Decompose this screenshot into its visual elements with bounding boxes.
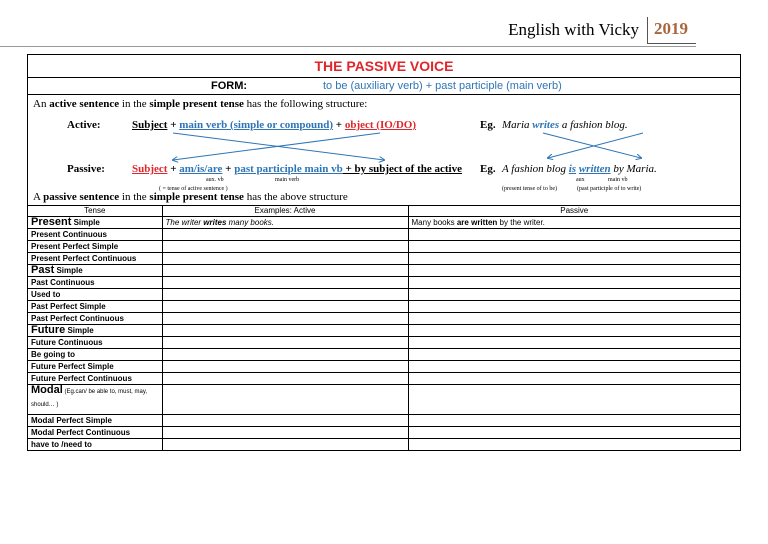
eg-note-participle: (past participle of to write) [577, 186, 642, 192]
note-aux: aux. vb [206, 177, 224, 183]
plus-sign: + [167, 119, 180, 131]
summary-text: A [33, 191, 44, 203]
passive-example-cell [408, 439, 740, 451]
passive-example-cell [408, 361, 740, 373]
tense-name-cell [28, 427, 162, 439]
passive-example-cell [408, 241, 740, 253]
eg-text: by Maria. [610, 163, 657, 175]
year-badge: 2019 [647, 17, 696, 44]
table-row [28, 313, 740, 325]
eg-passive-aux: is [568, 163, 577, 175]
passive-example-cell [408, 385, 740, 415]
table-row [28, 385, 740, 415]
active-example-cell [162, 289, 408, 301]
tense-suffix: (Eg.can/ be able to, must, may, should… ) [31, 389, 148, 408]
column-header-passive: Passive [408, 206, 740, 217]
active-example-cell [162, 229, 408, 241]
summary-line [33, 191, 348, 203]
passive-example-cell [408, 289, 740, 301]
active-example-part: writes [203, 218, 227, 227]
tense-name: Past Perfect Continuous [31, 314, 124, 323]
passive-example-cell [408, 313, 740, 325]
note-tense: ( = tense of active sentence ) [159, 186, 228, 192]
active-example-cell [162, 313, 408, 325]
form-label: FORM: [211, 80, 248, 92]
tense-name-cell [28, 217, 162, 229]
tense-name: Modal [31, 384, 63, 396]
passive-example-cell [408, 217, 740, 229]
eg-active-verb: writes [532, 119, 560, 131]
table-row [28, 277, 740, 289]
active-example-cell [162, 373, 408, 385]
active-example-cell [162, 415, 408, 427]
table-row [28, 337, 740, 349]
intro-bold-tense: simple present tense [149, 98, 244, 110]
tense-name: Be going to [31, 350, 75, 359]
passive-example-cell [408, 277, 740, 289]
tenses-table-body [28, 217, 740, 451]
active-main-verb: main verb (simple or compound) [179, 119, 334, 131]
active-example-cell [162, 349, 408, 361]
table-row [28, 361, 740, 373]
active-example-cell [162, 361, 408, 373]
table-row [28, 439, 740, 451]
plus-sign: + [222, 163, 235, 175]
tense-name-cell [28, 289, 162, 301]
tense-name-cell [28, 349, 162, 361]
brand-name: English with Vicky [508, 20, 639, 39]
passive-example-cell [408, 325, 740, 337]
eg-active-label: Eg. [480, 119, 496, 131]
form-row [28, 78, 740, 95]
passive-aux-verb: am/is/are [179, 163, 223, 175]
active-example-cell [162, 241, 408, 253]
tense-name: Present [31, 216, 72, 228]
tense-name-cell [28, 265, 162, 277]
passive-by-agent: + by subject of the active [342, 163, 462, 175]
eg-passive-participle: written [578, 163, 611, 175]
passive-example-part: Many books [411, 218, 457, 227]
tense-name-cell [28, 301, 162, 313]
passive-example-cell [408, 265, 740, 277]
tense-name: Past Continuous [31, 278, 95, 287]
eg-text: Maria [502, 119, 533, 131]
active-example-cell [162, 277, 408, 289]
active-object: object (IO/DO) [344, 119, 417, 131]
intro-text: has the following structure: [243, 98, 368, 110]
eg-passive-label: Eg. [480, 163, 496, 175]
passive-example-cell [408, 373, 740, 385]
active-label: Active: [67, 119, 101, 131]
tense-name: Modal Perfect Simple [31, 416, 112, 425]
active-example-cell [162, 265, 408, 277]
tense-name: have to /need to [31, 440, 92, 449]
table-row [28, 289, 740, 301]
eg-note-aux: aux [576, 177, 585, 183]
tense-name-cell [28, 313, 162, 325]
tense-name: Present Continuous [31, 230, 108, 239]
active-example-cell [162, 337, 408, 349]
active-example-cell [162, 253, 408, 265]
worksheet [27, 54, 741, 451]
plus-sign: + [333, 119, 345, 131]
tense-name-cell [28, 439, 162, 451]
tense-name: Future [31, 324, 66, 336]
active-example-part: many books. [226, 218, 274, 227]
summary-bold-passive: passive sentence [43, 191, 120, 203]
column-header-tense: Tense [28, 206, 162, 217]
tenses-table [28, 206, 740, 450]
tense-suffix: Simple [65, 326, 94, 335]
table-row [28, 265, 740, 277]
passive-example-cell [408, 337, 740, 349]
passive-example-cell [408, 253, 740, 265]
worksheet-title: THE PASSIVE VOICE [28, 55, 740, 78]
tense-name: Future Perfect Simple [31, 362, 114, 371]
tense-name: Future Continuous [31, 338, 103, 347]
intro-text: An [33, 98, 50, 110]
structure-explanation [28, 95, 740, 206]
table-row [28, 241, 740, 253]
tense-name-cell [28, 361, 162, 373]
eg-passive-sentence [502, 163, 657, 175]
table-row [28, 373, 740, 385]
active-subject: Subject [132, 119, 168, 131]
tense-suffix: Simple [54, 266, 83, 275]
passive-past-participle: past participle main vb [234, 163, 343, 175]
table-row [28, 325, 740, 337]
intro-text: in the [119, 98, 150, 110]
table-row [28, 217, 740, 229]
summary-bold-tense: simple present tense [149, 191, 244, 203]
eg-note-main: main vb [608, 177, 628, 183]
passive-example-cell [408, 229, 740, 241]
tense-name: Present Perfect Continuous [31, 254, 137, 263]
column-header-active: Examples: Active [162, 206, 408, 217]
eg-text: a fashion blog. [559, 119, 628, 131]
summary-text: in the [119, 191, 150, 203]
passive-label: Passive: [67, 163, 105, 175]
header-rule [0, 46, 696, 47]
tense-name: Modal Perfect Continuous [31, 428, 131, 437]
arrow-eg-object [548, 133, 643, 158]
tense-suffix: Simple [71, 218, 100, 227]
eg-text: A fashion blog [502, 163, 569, 175]
active-example-cell [162, 439, 408, 451]
tense-name-cell [28, 337, 162, 349]
tense-name: Present Perfect Simple [31, 242, 119, 251]
tense-name-cell [28, 229, 162, 241]
page-header [508, 14, 696, 46]
tense-name-cell [28, 241, 162, 253]
active-example-part: The writer [165, 218, 204, 227]
passive-example-cell [408, 427, 740, 439]
tense-name: Past Perfect Simple [31, 302, 106, 311]
summary-text: has the above structure [243, 191, 348, 203]
table-row [28, 349, 740, 361]
note-main-verb: main verb [275, 177, 300, 183]
eg-active-sentence [502, 119, 628, 131]
table-row [28, 301, 740, 313]
passive-example-cell [408, 415, 740, 427]
tense-name-cell [28, 253, 162, 265]
tense-name-cell [28, 277, 162, 289]
tense-name-cell [28, 325, 162, 337]
passive-example-part: are written [456, 218, 498, 227]
tense-name-cell [28, 373, 162, 385]
tense-name-cell [28, 415, 162, 427]
passive-example-cell [408, 349, 740, 361]
active-example-cell [162, 217, 408, 229]
tense-name: Past [31, 264, 55, 276]
plus-sign: + [167, 163, 180, 175]
tense-name: Used to [31, 290, 61, 299]
passive-example-cell [408, 301, 740, 313]
table-row [28, 415, 740, 427]
tense-name-cell [28, 385, 162, 415]
intro-bold-active: active sentence [49, 98, 120, 110]
table-row [28, 229, 740, 241]
eg-note-tense: (present tense of to be) [502, 186, 557, 192]
active-example-cell [162, 385, 408, 415]
active-example-cell [162, 427, 408, 439]
passive-subject: Subject [132, 163, 168, 175]
active-example-cell [162, 325, 408, 337]
passive-example-part: by the writer. [497, 218, 545, 227]
table-row [28, 427, 740, 439]
active-example-cell [162, 301, 408, 313]
tense-name: Future Perfect Continuous [31, 374, 132, 383]
table-row [28, 253, 740, 265]
arrow-eg-subject [543, 133, 641, 158]
form-value: to be (auxiliary verb) + past participle (main verb) [323, 80, 562, 92]
